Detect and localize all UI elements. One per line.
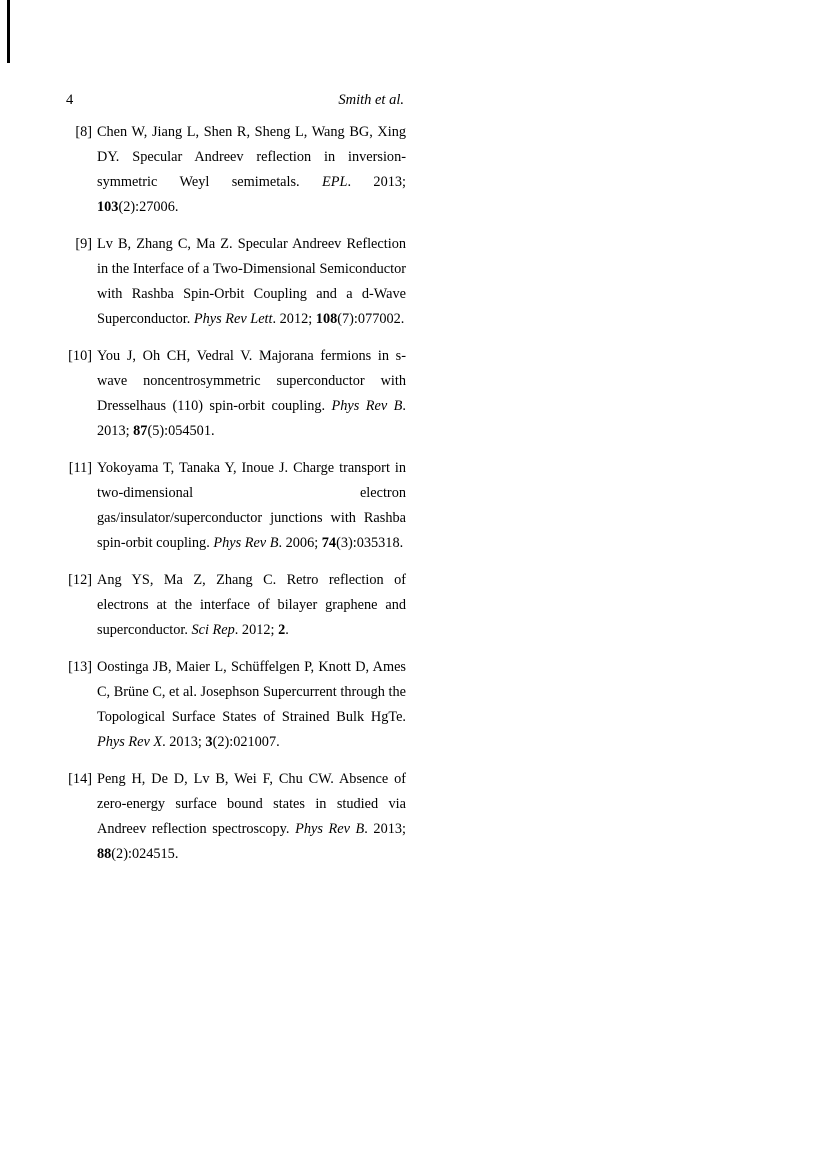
reference-text-segment: Phys Rev B: [331, 398, 403, 414]
reference-text: [97, 120, 406, 220]
reference-text-segment: . 2013;: [347, 174, 406, 190]
reference-text: [97, 456, 406, 556]
reference-text-segment: (5):054501.: [147, 423, 215, 439]
reference-text-segment: . 2012;: [234, 622, 279, 638]
reference-text-segment: EPL: [322, 174, 348, 190]
reference-text-segment: Phys Rev B: [295, 821, 365, 837]
reference-text-segment: . 2013;: [162, 734, 206, 750]
reference-text: [97, 568, 406, 643]
reference-text-segment: .: [285, 622, 289, 638]
reference-text: [97, 232, 406, 332]
reference-text-segment: Oostinga JB, Maier L, Schüffelgen P, Knott D, Ames C, Brüne C, et al. Josephson Supercurrent through the Topological Surface States of Strained Bulk HgTe.: [97, 659, 406, 725]
running-head: [66, 90, 404, 110]
reference-text-segment: Lv B, Zhang C, Ma Z. Specular Andreev Reflection in the Interface of a Two-Dimensional Semiconductor with Rashba Spin-Orbit Coupling and a d-Wave Superconductor.: [97, 236, 406, 327]
reference-text-segment: (2):27006.: [118, 199, 179, 215]
reference-text: [97, 767, 406, 867]
reference-text-segment: 103: [97, 199, 119, 215]
reference-entry: [66, 232, 406, 332]
reference-text-segment: Peng H, De D, Lv B, Wei F, Chu CW. Absence of zero-energy surface bound states in studied via Andreev reflection spectroscopy.: [97, 771, 406, 837]
reference-text-segment: (2):021007.: [212, 734, 280, 750]
reference-label: [11]: [68, 460, 92, 476]
reference-list: [66, 120, 406, 867]
reference-text-segment: Phys Rev Lett: [193, 311, 273, 327]
reference-entry: [66, 568, 406, 643]
reference-text-segment: 87: [133, 423, 148, 439]
reference-text: [97, 655, 406, 755]
reference-text-segment: . 2013;: [97, 398, 406, 439]
reference-entry: [66, 767, 406, 867]
running-head-title: Smith et al.: [338, 92, 404, 108]
reference-text-segment: Yokoyama T, Tanaka Y, Inoue J. Charge transport in two-dimensional electron gas/insulator/superconductor junctions with Rashba spin-orbit coupling.: [97, 460, 406, 551]
reference-label: [8]: [75, 124, 92, 140]
reference-text-segment: Ang YS, Ma Z, Zhang C. Retro reflection of electrons at the interface of bilayer graphene and superconductor.: [97, 572, 406, 638]
reference-entry: [66, 120, 406, 220]
reference-text-segment: Sci Rep: [191, 622, 235, 638]
reference-text-segment: . 2013;: [364, 821, 406, 837]
reference-entry: [66, 655, 406, 755]
reference-text-segment: 88: [97, 846, 112, 862]
reference-label: [9]: [75, 236, 92, 252]
reference-text-segment: (2):024515.: [111, 846, 179, 862]
reference-text-segment: 3: [205, 734, 213, 750]
reference-label: [12]: [68, 572, 92, 588]
reference-text-segment: . 2012;: [272, 311, 316, 327]
reference-text-segment: Chen W, Jiang L, Shen R, Sheng L, Wang BG, Xing DY. Specular Andreev reflection in inversion-symmetric Weyl semimetals.: [97, 124, 406, 190]
reference-text-segment: (3):035318.: [336, 535, 404, 551]
reference-entry: [66, 344, 406, 444]
reference-text-segment: Phys Rev B: [213, 535, 279, 551]
reference-text: [97, 344, 406, 444]
reference-text-segment: You J, Oh CH, Vedral V. Majorana fermions in s-wave noncentrosymmetric superconductor with Dresselhaus (110) spin-orbit coupling.: [97, 348, 406, 414]
reference-text-segment: 2: [278, 622, 286, 638]
reference-text-segment: 74: [321, 535, 337, 551]
reference-label: [14]: [68, 771, 92, 787]
reference-text-segment: . 2006;: [278, 535, 322, 551]
reference-text-segment: 108: [315, 311, 338, 327]
reference-text-segment: Phys Rev X: [97, 734, 163, 750]
reference-label: [13]: [68, 659, 92, 675]
reference-text-segment: (7):077002.: [337, 311, 405, 327]
reference-label: [10]: [68, 348, 92, 364]
reference-entry: [66, 456, 406, 556]
page-number: 4: [66, 92, 74, 108]
